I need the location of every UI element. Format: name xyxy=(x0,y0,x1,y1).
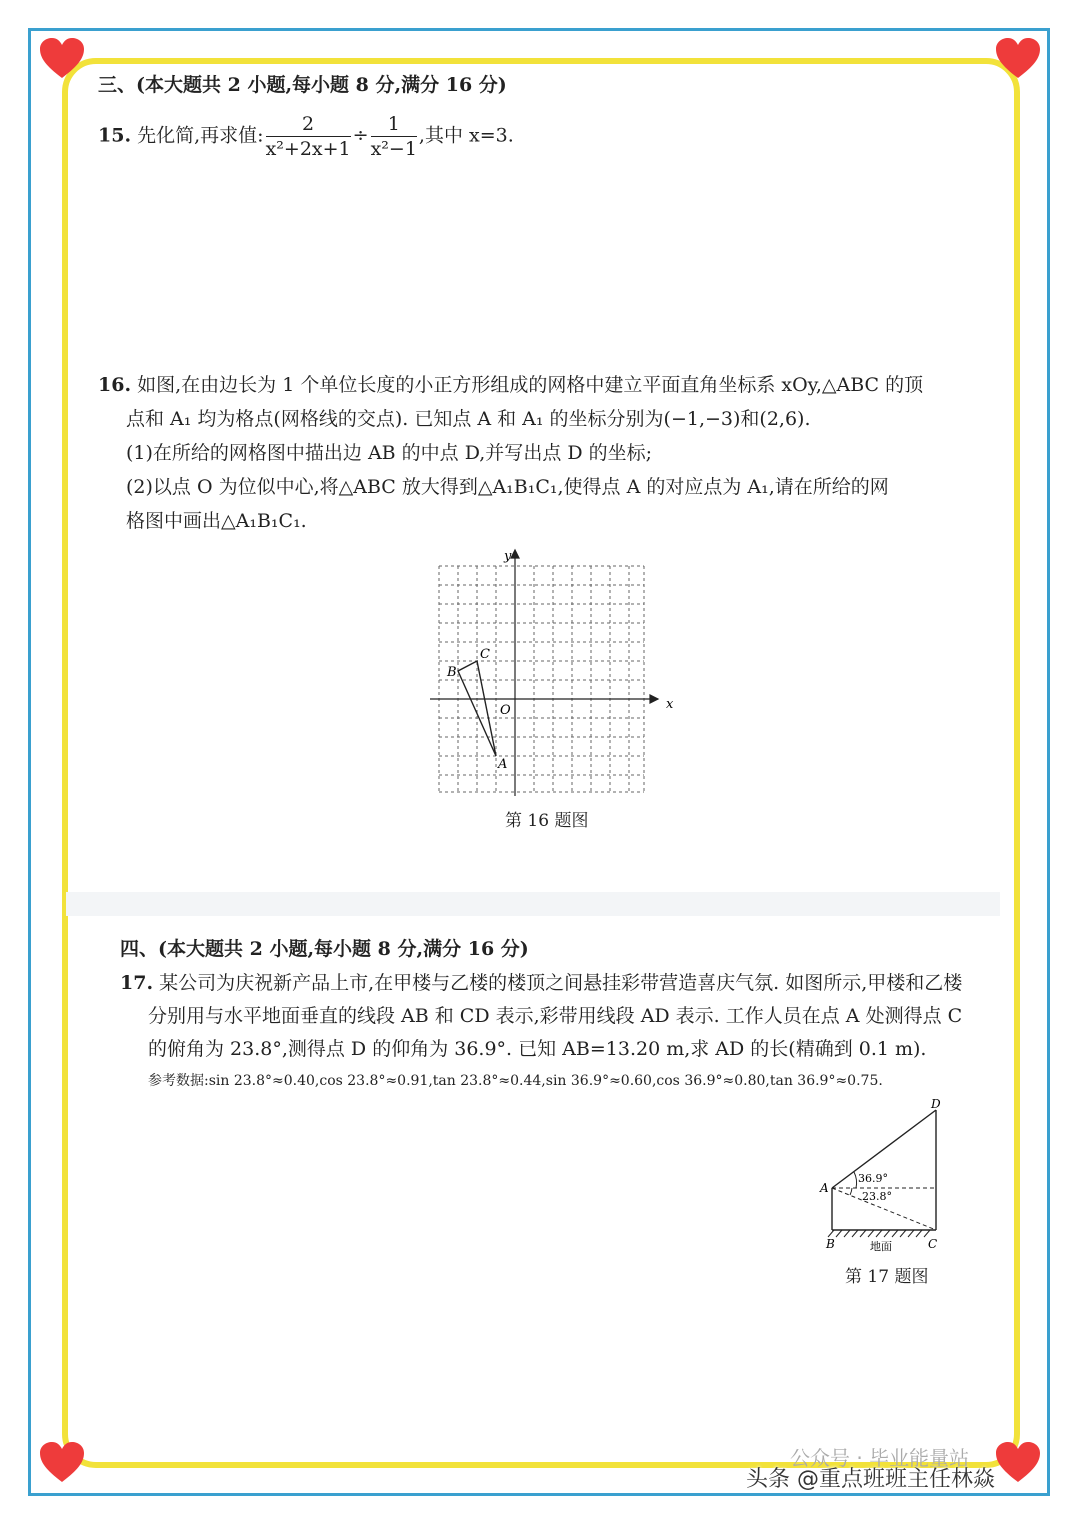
q16-text: 如图,在由边长为 1 个单位长度的小正方形组成的网格中建立平面直角坐标系 xOy,△ABC 的顶 xyxy=(137,374,924,396)
q17-text: 某公司为庆祝新产品上市,在甲楼与乙楼的楼顶之间悬挂彩带营造喜庆气氛. 如图所示,甲楼和乙楼 xyxy=(159,972,963,994)
heart-icon xyxy=(994,1440,1042,1484)
point-c-label: C xyxy=(928,1237,938,1251)
origin-label: O xyxy=(500,703,511,718)
watermark-text: 头条 @重点班班主任林焱 xyxy=(746,1467,995,1492)
question-17-line-2: 分别用与水平地面垂直的线段 AB 和 CD 表示,彩带用线段 AD 表示. 工作人员在点 A 处测得点 C xyxy=(148,1005,963,1027)
coordinate-grid-figure xyxy=(420,548,674,798)
ground-hatching xyxy=(828,1230,930,1237)
denominator: x²+2x+1 xyxy=(265,138,351,160)
section-3-heading: 三、(本大题共 2 小题,每小题 8 分,满分 16 分) xyxy=(98,74,507,96)
denominator: x²−1 xyxy=(370,138,417,160)
ground-label: 地面 xyxy=(870,1240,892,1253)
q15-suffix: ,其中 x=3. xyxy=(418,124,514,147)
reference-data: 参考数据:sin 23.8°≈0.40,cos 23.8°≈0.91,tan 23.8°≈0.44,sin 36.9°≈0.60,cos 36.9°≈0.80,tan 36.9°≈0.75. xyxy=(148,1073,883,1089)
fraction xyxy=(266,112,351,161)
point-a-label: A xyxy=(498,757,508,772)
figure-lines xyxy=(832,1110,936,1230)
point-d-label: D xyxy=(931,1097,941,1111)
question-16-line-1 xyxy=(98,372,923,398)
numerator: 2 xyxy=(266,112,351,137)
faded-watermark: 公众号 · 毕业能量站 xyxy=(790,1446,970,1470)
figure-16-caption: 第 16 题图 xyxy=(505,811,589,831)
page-separator-band xyxy=(66,892,1000,916)
building-angle-figure xyxy=(810,1098,960,1256)
question-16-line-3: (1)在所给的网格图中描出边 AB 的中点 D,并写出点 D 的坐标; xyxy=(126,442,653,464)
heart-icon xyxy=(994,36,1042,80)
question-17-line-1 xyxy=(120,970,962,996)
question-15 xyxy=(98,112,514,161)
x-axis-label: x xyxy=(666,697,674,712)
point-c-label: C xyxy=(480,647,490,662)
elevation-angle-label: 36.9° xyxy=(858,1172,888,1185)
point-b-label: B xyxy=(447,665,457,680)
question-number: 15. xyxy=(98,124,132,147)
section-4-heading: 四、(本大题共 2 小题,每小题 8 分,满分 16 分) xyxy=(120,938,529,960)
grid-lines xyxy=(439,566,644,792)
question-number: 16. xyxy=(98,374,132,396)
question-16-line-4: (2)以点 O 为位似中心,将△ABC 放大得到△A₁B₁C₁,使得点 A 的对应点为 A₁,请在所给的网 xyxy=(126,476,889,498)
heart-icon xyxy=(38,1440,86,1484)
point-b-label: B xyxy=(826,1237,835,1251)
divide-sign: ÷ xyxy=(352,124,369,147)
heart-icon xyxy=(38,36,86,80)
question-number: 17. xyxy=(120,972,154,994)
y-axis-label: y xyxy=(504,549,512,564)
figure-17-caption: 第 17 题图 xyxy=(845,1267,929,1287)
question-16-line-5: 格图中画出△A₁B₁C₁. xyxy=(126,510,307,532)
q15-prefix: 先化简,再求值: xyxy=(137,124,264,147)
point-a-label: A xyxy=(820,1181,829,1195)
fraction xyxy=(371,112,417,161)
depression-angle-label: 23.8° xyxy=(862,1190,892,1203)
numerator: 1 xyxy=(371,112,417,137)
question-16-line-2: 点和 A₁ 均为格点(网格线的交点). 已知点 A 和 A₁ 的坐标分别为(−1,−3)和(2,6). xyxy=(126,408,811,430)
question-17-line-3: 的俯角为 23.8°,测得点 D 的仰角为 36.9°. 已知 AB=13.20 m,求 AD 的长(精确到 0.1 m). xyxy=(148,1038,927,1060)
axes xyxy=(430,550,658,796)
